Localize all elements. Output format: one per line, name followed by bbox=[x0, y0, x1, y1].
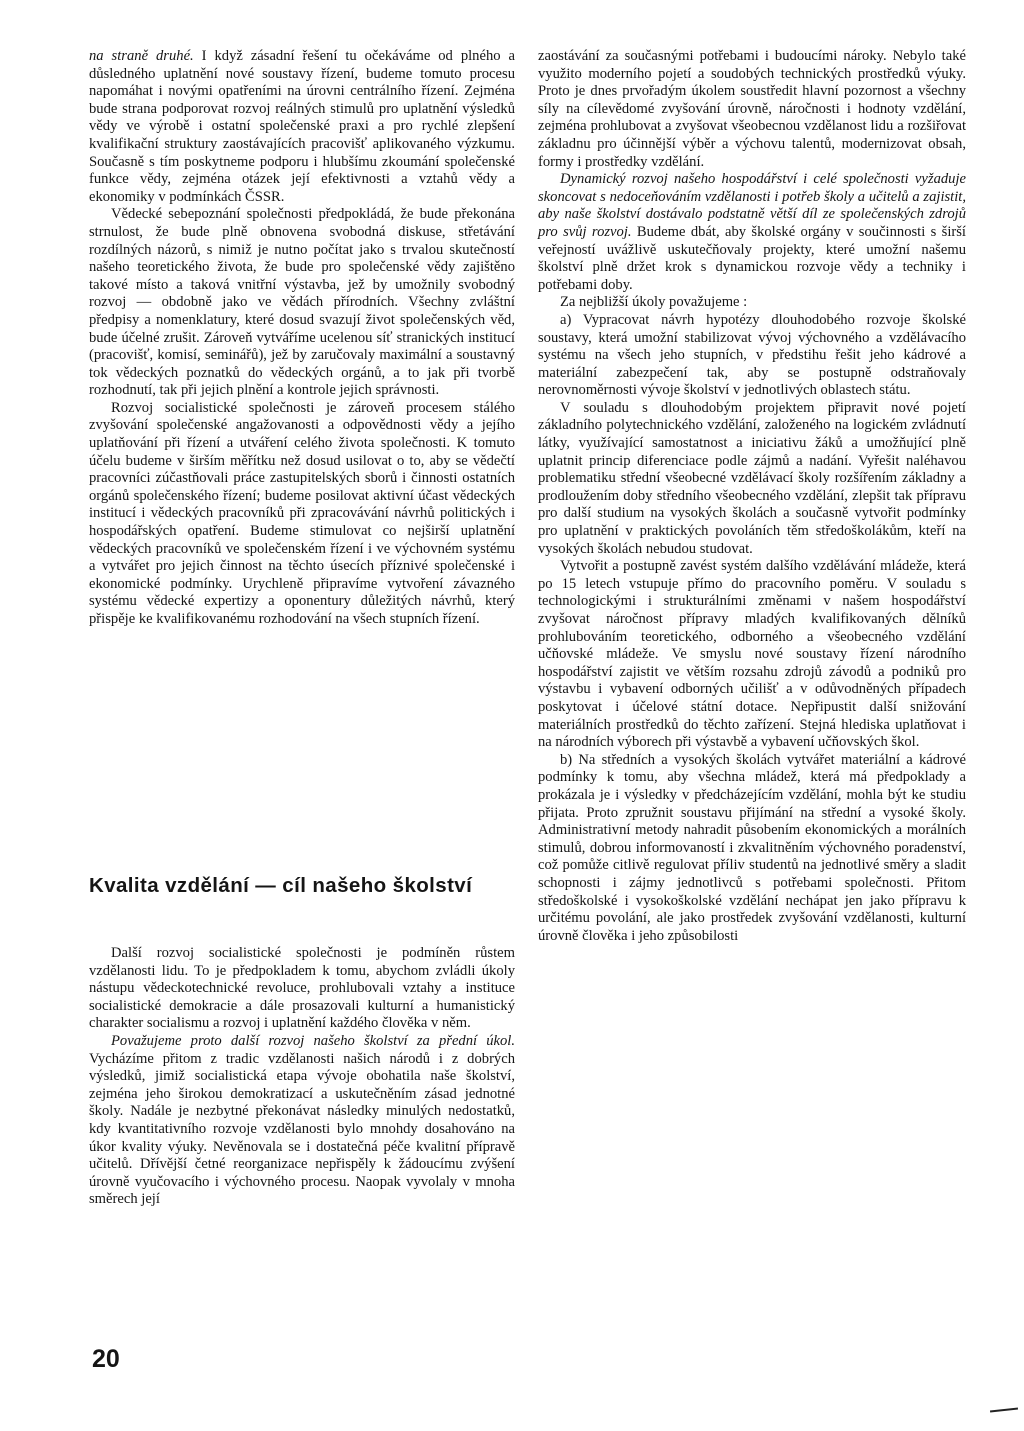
paragraph: V souladu s dlouhodobým projektem připravit nové pojetí základního polytechnického vzdělání, založeného na logickém zvládnutí látky, využívající samostatnost a iniciativu žáků a umožňující plně uplatnit princip diferenciace podle zájmů a nadání. Vyřešit naléhavou problematiku střední všeobecné vzdělávací školy rozšířením základny a prodloužením doby středního všeobecného vzdělání, zlepšit tak přípravu pro další studium na vysokých školách a současně vytvořit podmínky pro uplatnění v praktických povoláních těm středoškolákům, kteří na vysokých školách nebudou studovat. bbox=[538, 399, 966, 557]
paragraph bbox=[538, 171, 966, 294]
scan-mark bbox=[990, 1408, 1018, 1413]
italic-phrase: Dynamický rozvoj našeho hospodářství i celé společnosti vyžaduje skoncovat s nedoceňováním vzdělanosti i potřeb školy a učitelů a zajistit, aby naše školství dostávalo podstatně větší díl ze společenských zdrojů pro svůj rozvoj. bbox=[538, 171, 966, 240]
paragraph: Rozvoj socialistické společnosti je zároveň procesem stálého zvyšování společenské angažovanosti a odpovědnosti vědy a jejího uplatňování při řízení a utváření celého života společnosti. K tomuto účelu budeme v širším měřítku než dosud usilovat o to, aby se vědečtí pracovníci zúčastňovali práce zastupitelských sborů i činnosti ostatních orgánů společenského řízení; budeme posilovat aktivní účast vědeckých institucí i vědeckých pracovníků při zpracovávání návrhů politických i hospodářských opatření. Budeme stimulovat co nejširší uplatnění vědeckých pracovníků ve společenském řízení i ve výchovném systému a vytvářet pro jejich činnost na těchto úsecích příznivé společenské i ekonomické podmínky. Urychleně připravíme vytvoření závazného systému vědecké expertizy a oponentury důležitých návrhů, který přispěje ke kvalifikovanému rozhodování na všech stupních řízení. bbox=[89, 399, 515, 627]
paragraph: Další rozvoj socialistické společnosti je podmíněn růstem vzdělanosti lidu. To je předpokladem k tomu, abychom zvládli úkoly nástupu vědeckotechnické revoluce, prohlubovali vztahy a instituce socialistické demokracie a dále prosazovali kulturní a humanistický charakter socialismu a rozvoj i uplatnění každého člověka v něm. bbox=[89, 945, 515, 1032]
section-heading: Kvalita vzdělání — cíl našeho školství bbox=[89, 874, 473, 897]
paragraph: a) Vypracovat návrh hypotézy dlouhodobého rozvoje školské soustavy, která umožní stabilizovat vývoj výchovného a vzdělávacího systému na všech jeho stupních, v předstihu řešit jeho kádrové a materiální zabezpečení tak, aby se postupně odstraňovaly nerovnoměrnosti vývoje školství v jednotlivých oblastech státu. bbox=[538, 311, 966, 399]
paragraph: Za nejbližší úkoly považujeme : bbox=[560, 294, 748, 311]
paragraph: Vědecké sebepoznání společnosti předpokládá, že bude překonána strnulost, že bude plně obnovena svobodná diskuse, střetávání rozdílných názorů, s nimiž je nutno počítat jako s trvalou skutečností našeho teoretického života, že bude pro společenské vědy zajištěno takové místo a taková vnitřní výstavba, jež by umožnily svobodný rozvoj — obdobně jako ve vědách přírodních. Všechny zvláštní předpisy a nomenklatury, které dosud svazují život společenských věd, bude účelné zrušit. Zároveň vytváříme ucelenou síť stranických institucí (pracovišť, komisí, seminářů), jež by zaručovaly maximální a soustavný tok vědeckých poznatků do vědeckých orgánů, a to jak při tvorbě rozhodnutí, tak při jejich plnění a kontrole jejich správnosti. bbox=[89, 206, 515, 399]
left-column bbox=[89, 48, 515, 629]
right-column bbox=[538, 48, 966, 945]
paragraph bbox=[89, 48, 515, 206]
page-number: 20 bbox=[92, 1345, 120, 1373]
paragraph-text: I když zásadní řešení tu očekáváme od plného a důsledného uplatnění nové soustavy řízení, budeme tomuto procesu napomáhat i novými opatřeními na úrovni centrálního řízení. Zejména bude strana podporovat rozvoj reálných stimulů pro uplatnění výsledků vědy ve výrobě i ostatní společenské praxi a pro rychlé zlepšení kvalifikační struktury zaostávajících pracovišť aplikovaného výzkumu. Současně s tím poskytneme podporu i hlubšímu zkoumání společenské funkce vědy, zejména otázek její efektivnosti a vztahů vědy a ekonomiky v podmínkách ČSSR. bbox=[89, 48, 515, 205]
italic-phrase: na straně druhé. bbox=[89, 48, 194, 64]
paragraph: b) Na středních a vysokých školách vytvářet materiální a kádrové podmínky k tomu, aby všechna mládež, která má předpoklady a prokázala je i výsledky v předcházejícím vzdělání, mohla být ke studiu přijata. Proto zpružnit soustavu přijímání na střední a vysoké školy. Administrativní metody nahradit působením ekonomických a morálních stimulů, dobrou informovaností i zkvalitněním výchovného poradenství, což pomůže citlivě regulovat příliv studentů na jednotlivé směry a sladit schopnosti i zájmy jednotlivců s potřebami společnosti. Přitom středoškolské i vysokoškolské vzdělání nechápat jen jako přípravu k určitému povolání, ale jako prostředek zvyšování vzdělanosti, kulturní úrovně člověka i jeho způsobilosti bbox=[538, 751, 966, 944]
italic-phrase: Považujeme proto další rozvoj našeho školství za přední úkol. bbox=[111, 1032, 515, 1049]
paragraph-text: Budeme dbát, aby školské orgány v součinnosti s širší veřejností uvážlivě uskutečňovaly projekty, které umožní našemu školství plně držet krok s dynamickou rozvoje vědy a techniky i potřebami doby. bbox=[538, 223, 966, 293]
section-body bbox=[89, 945, 515, 1209]
paragraph: zaostávání za současnými potřebami i budoucími nároky. Nebylo také využito moderního pojetí a soudobých technických prostředků výuky. Proto je dnes prvořadým úkolem soustředit hlavní pozornost a všechny síly na cílevědomé zvyšování úrovně, náročnosti i hodnoty vzdělání, zejména prohlubovat a zvyšovat všeobecnou vzdělanost lidu a rozšiřovat základnu pro účinnější výběr a výchovu talentů, modernizovat obsah, formy i prostředky vzdělání. bbox=[538, 48, 966, 170]
paragraph-text: Vycházíme přitom z tradic vzdělanosti našich národů i z dobrých výsledků, jimiž socialistická etapa vývoje obohatila naše školství, zejména jeho širokou demokratizací a uskutečněním zásad jednotné školy. Nadále je nezbytné překonávat následky minulých nedostatků, kdy kvantitativního rozvoje vzdělanosti bylo mnohdy dosahováno na úkor kvality výuky. Nevěnovala se i dostatečná péče kvalitní přípravě učitelů. Dřívější četné reorganizace nepřispěly k žádoucímu zvýšení úrovně vyučovacího i výchovného procesu. Naopak vyvolaly v mnoha směrech její bbox=[89, 1050, 515, 1208]
paragraph: Vytvořit a postupně zavést systém dalšího vzdělávání mládeže, která po 15 letech vstupuje přímo do pracovního poměru. V souladu s technologickými i strukturálními změnami v našem hospodářství zvyšovat náročnost přípravy mladých kvalifikovaných dělníků prohlubováním teoretického, odborného a všeobecného vzdělání učňovské mládeže. Ve smyslu nové soustavy řízení národního hospodářství zajistit ve větším rozsahu zdrojů závodů a podniků pro výstavbu i vybavení odborných učilišť a v odůvodněných případech poskytovat i účelové státní dotace. Nepřipustit další snižování materiálních prostředků do těchto zařízení. Stejná hlediska uplatňovat i na národních výborech při výstavbě a vybavení učňovských škol. bbox=[538, 558, 966, 751]
paragraph bbox=[89, 1033, 515, 1209]
